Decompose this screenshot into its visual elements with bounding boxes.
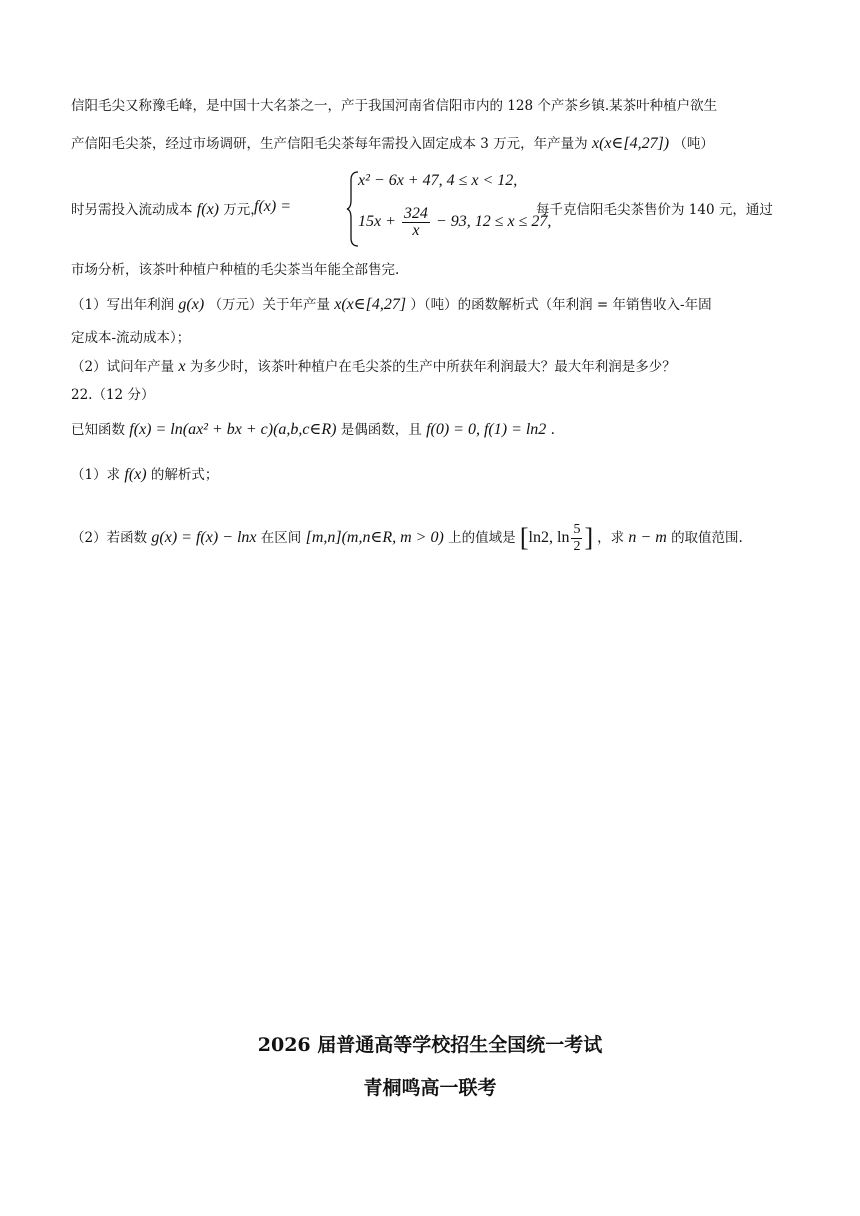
p21-unit: （吨） (673, 136, 714, 152)
p21-q1-d: 定成本-流动成本）； (71, 330, 191, 346)
p21-text-3: 时另需投入流动成本 (71, 202, 193, 218)
piecewise-case-2: 15x + $\frac{324}{x}$ − 93, 12 ≤ x ≤ 27, (358, 205, 552, 239)
p21-q1-gx: g(x) (178, 296, 205, 313)
p21-text-2: 产信阳毛尖茶，经过市场调研，生产信阳毛尖茶每年需投入固定成本 3 万元，年产量为 (71, 136, 588, 152)
p21-q1-c: ）（吨）的函数解析式（年利润 = 年销售收入-年固 (410, 297, 712, 313)
p22-given (71, 420, 790, 440)
p22-q2-nm: n − m (628, 529, 667, 547)
piecewise-function (254, 170, 552, 248)
p21-line4 (71, 260, 790, 280)
p22-given-fx: f(x) = ln(ax² + bx + c)(a,b,c∈R) (129, 421, 337, 438)
p21-q1-b: （万元）关于年产量 (208, 297, 330, 313)
p22-given-a: 已知函数 (71, 422, 125, 438)
p22-q2-interval: [m,n](m,n∈R, m > 0) (305, 529, 444, 547)
p22-q1-a: （1）求 (71, 467, 121, 483)
p21-q1-a: （1）写出年利润 (71, 297, 175, 313)
p22-q2-b: 在区间 (260, 530, 302, 547)
p21-q2-x: x (178, 358, 186, 375)
p21-line1 (71, 96, 790, 116)
fraction-324-over-x: $\frac{324}{x}$ (403, 205, 428, 239)
p22-given-b: 是偶函数，且 (340, 422, 422, 438)
p21-text-3-after: 每千克信阳毛尖茶售价为 140 元，通过 (536, 202, 773, 218)
p21-q2-line (71, 357, 790, 377)
p22-q1 (71, 465, 790, 485)
p21-q1-domain: x(x∈[4,27] (334, 296, 407, 313)
p22-q1-b: 的解析式； (150, 467, 219, 483)
exam-title: 2026 届普通高等学校招生全国统一考试 (257, 1034, 603, 1056)
p21-text-3-mid: 万元， (223, 202, 264, 218)
p21-q2-a: （2）试问年产量 (71, 359, 175, 375)
p21-q1-line2 (71, 328, 790, 348)
p22-q2-e: 的取值范围. (671, 530, 743, 547)
p21-q2-b: 为多少时，该茶叶种植户在毛尖茶的生产中所获年利润最大？最大年利润是多少？ (189, 359, 676, 375)
p22-q2-a: （2）若函数 (71, 530, 148, 547)
p21-text-4: 市场分析，该茶叶种植户种植的毛尖茶当年能全部售完. (71, 262, 400, 278)
p21-line2 (71, 134, 790, 154)
p22-q2-range: [ln2, ln $\frac{5}{2}$ ] (519, 522, 594, 554)
p22-q2-gx: g(x) = f(x) − lnx (151, 529, 257, 547)
p22-header-text: 22.（12 分） (71, 387, 155, 403)
p22-given-end: . (550, 422, 555, 438)
p21-text-1: 信阳毛尖又称豫毛峰，是中国十大名茶之一，产于我国河南省信阳市内的 128 个产茶乡镇.某茶叶种植户欲生 (71, 98, 718, 114)
fraction-5-over-2: $\frac{5}{2}$ (573, 522, 581, 554)
p21-line3-after (536, 200, 773, 220)
p22-header (71, 385, 790, 405)
p22-given-conditions: f(0) = 0, f(1) = ln2 (426, 421, 547, 438)
p22-q2 (71, 522, 790, 555)
exam-subtitle: 青桐鸣高一联考 (363, 1077, 497, 1099)
p22-q2-d: ，求 (597, 530, 625, 547)
piecewise-case-1: x² − 6x + 47, 4 ≤ x < 12, (358, 172, 518, 189)
piecewise-lhs: f(x) = (254, 198, 291, 215)
p21-q1-line1 (71, 295, 790, 315)
p22-q1-fx: f(x) (124, 466, 147, 483)
p21-math-fx: f(x) (196, 201, 219, 218)
p21-math-domain: x(x∈[4,27]) (591, 135, 670, 152)
p22-q2-c: 上的值域是 (448, 530, 516, 547)
